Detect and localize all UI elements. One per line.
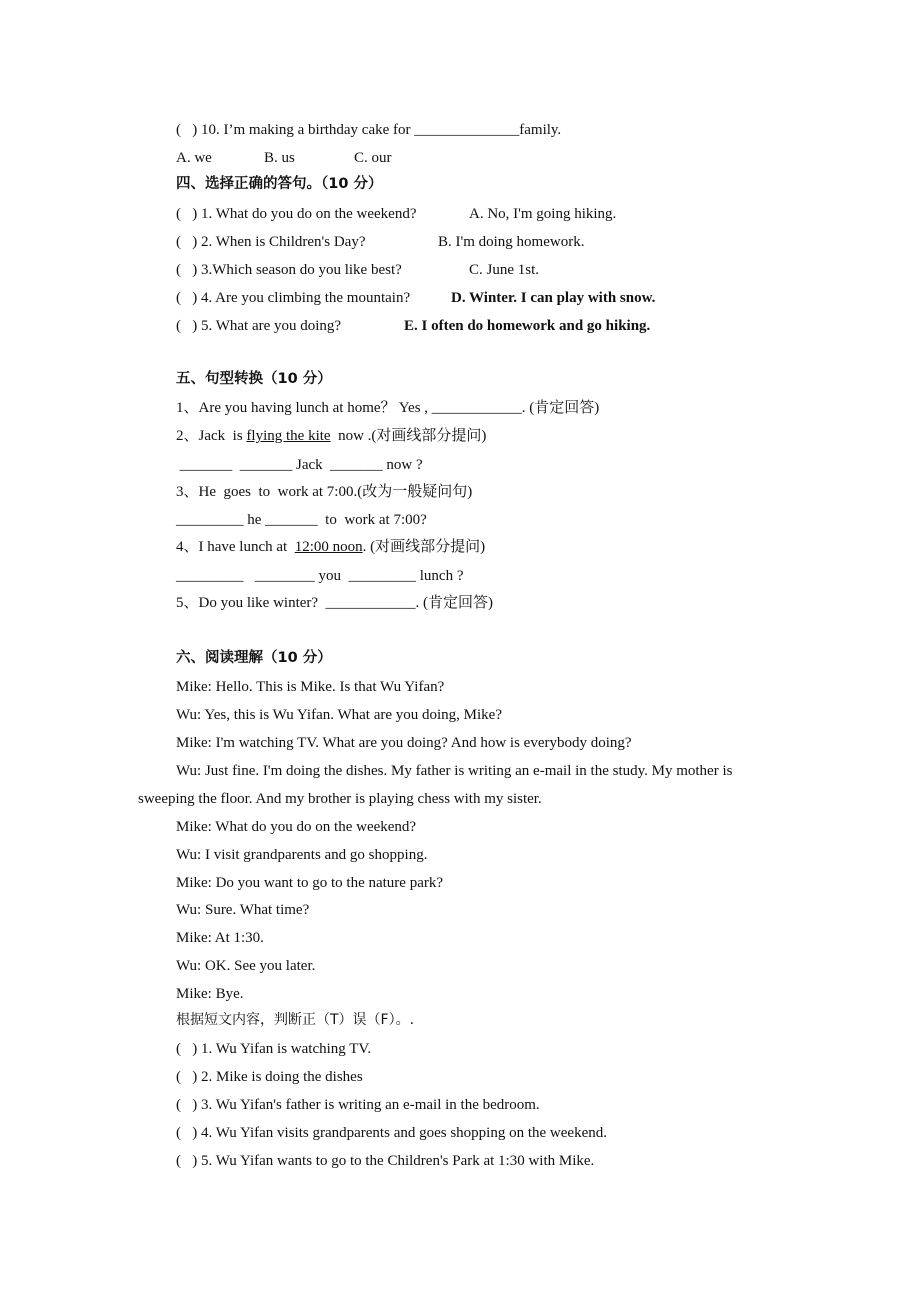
s5-line-5: 5、Do you like winter? ____________. (肯定回答) — [176, 595, 494, 611]
s4-answer-b: B. I'm doing homework. — [438, 234, 585, 250]
s4-question-1: ( ) 1. What do you do on the weekend? — [176, 206, 417, 222]
s5-line-2-answer: _______ _______ Jack _______ now ? — [176, 457, 423, 473]
section6-title: 六、阅读理解（10 分） — [176, 650, 332, 666]
section4-title: 四、选择正确的答句。（10 分） — [176, 176, 383, 192]
q10-option-c: C. our — [354, 150, 392, 166]
s4-question-2: ( ) 2. When is Children's Day? — [176, 234, 366, 250]
s5-line-4 — [176, 537, 485, 557]
dialogue-line-4: Wu: Just fine. I'm doing the dishes. My father is writing an e-mail in the study. My mother is sweeping the floor. And my brother is playing chess with my sister. — [138, 763, 733, 807]
tf-item-2: ( ) 2. Mike is doing the dishes — [176, 1069, 363, 1085]
tf-item-5: ( ) 5. Wu Yifan wants to go to the Children's Park at 1:30 with Mike. — [176, 1153, 595, 1169]
q10-option-b: B. us — [264, 150, 295, 166]
dialogue-line-3: Mike: I'm watching TV. What are you doing? And how is everybody doing? — [176, 735, 632, 751]
dialogue-line-1: Mike: Hello. This is Mike. Is that Wu Yifan? — [176, 679, 445, 695]
dialogue-line-2: Wu: Yes, this is Wu Yifan. What are you doing, Mike? — [176, 707, 502, 723]
s5-line-4-underlined: 12:00 noon — [294, 539, 363, 555]
s5-line-3: 3、He goes to work at 7:00.(改为一般疑问句) — [176, 484, 473, 500]
s4-question-5: ( ) 5. What are you doing? — [176, 318, 342, 334]
dialogue-line-9: Mike: At 1:30. — [176, 930, 264, 946]
s5-line-1: 1、Are you having lunch at home？ Yes , ____________. (肯定回答) — [176, 400, 600, 416]
q10-option-a: A. we — [176, 150, 212, 166]
s4-answer-e: E. I often do homework and go hiking. — [404, 318, 651, 334]
tf-item-4: ( ) 4. Wu Yifan visits grandparents and goes shopping on the weekend. — [176, 1125, 607, 1141]
tf-item-3: ( ) 3. Wu Yifan's father is writing an e-mail in the bedroom. — [176, 1097, 540, 1113]
s5-line-2 — [176, 426, 486, 446]
tf-item-1: ( ) 1. Wu Yifan is watching TV. — [176, 1041, 372, 1057]
tf-instruction: 根据短文内容，判断正（T）误（F）。. — [176, 1012, 415, 1028]
s5-line-2-post: now .(对画线部分提问) — [330, 428, 487, 444]
s5-line-2-pre: 2、Jack is — [176, 428, 247, 444]
dialogue-line-5: Mike: What do you do on the weekend? — [176, 819, 417, 835]
s5-line-2-underlined: flying the kite — [246, 428, 331, 444]
s4-question-3: ( ) 3.Which season do you like best? — [176, 262, 402, 278]
section5-title: 五、句型转换（10 分） — [176, 371, 332, 387]
dialogue-line-10: Wu: OK. See you later. — [176, 958, 316, 974]
q10-stem: ( ) 10. I’m making a birthday cake for ______________family. — [176, 122, 562, 138]
s4-answer-d: D. Winter. I can play with snow. — [451, 290, 656, 306]
s4-answer-c: C. June 1st. — [469, 262, 540, 278]
s5-line-4-answer: _________ ________ you _________ lunch ? — [176, 568, 464, 584]
dialogue-line-8: Wu: Sure. What time? — [176, 902, 310, 918]
dialogue-line-7: Mike: Do you want to go to the nature park? — [176, 875, 444, 891]
s5-line-3-answer: _________ he _______ to work at 7:00? — [176, 512, 427, 528]
s4-question-4: ( ) 4. Are you climbing the mountain? — [176, 290, 411, 306]
s5-line-4-post: . (对画线部分提问) — [362, 539, 486, 555]
s5-line-4-pre: 4、I have lunch at — [176, 539, 295, 555]
dialogue-line-6: Wu: I visit grandparents and go shopping. — [176, 847, 428, 863]
s4-answer-a: A. No, I'm going hiking. — [469, 206, 617, 222]
dialogue-line-11: Mike: Bye. — [176, 986, 244, 1002]
